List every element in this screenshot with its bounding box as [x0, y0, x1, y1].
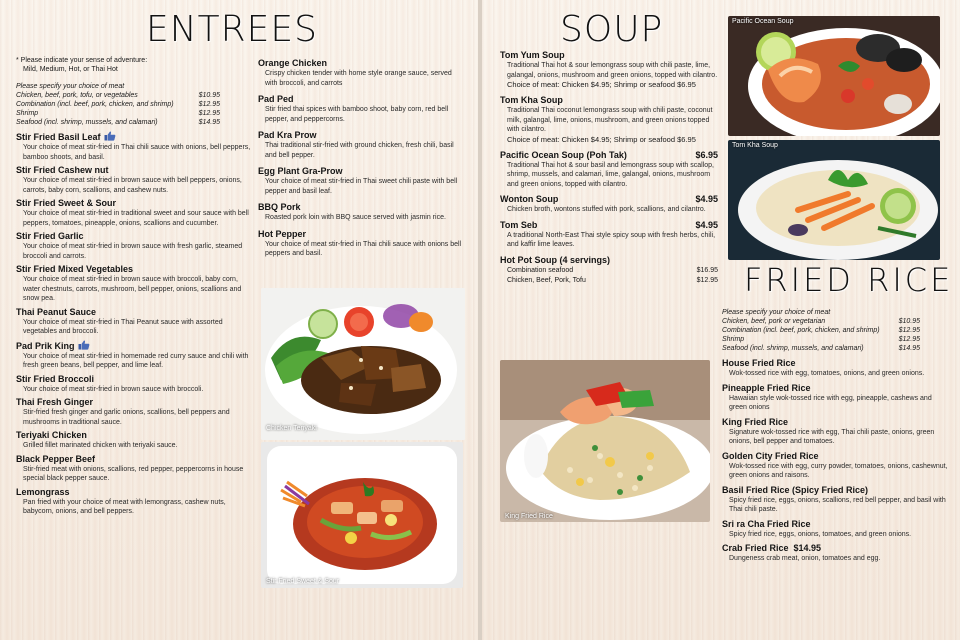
menu-item-description: Stir-fried meat with onions, scallions, red pepper, peppercorns in house special black pepper sauce.: [23, 465, 244, 482]
price-label: Combination (incl. beef, pork, chicken, and shrimp): [16, 101, 174, 108]
soup-item: [500, 95, 718, 145]
menu-item: [258, 202, 464, 223]
menu-item-title: Stir Fried Broccoli: [16, 373, 95, 384]
fried-rice-column: [722, 308, 948, 567]
menu-item-title: Stir Fried Mixed Vegetables: [16, 264, 134, 274]
menu-item-title: Egg Plant Gra-Prow: [258, 166, 343, 176]
price-label: Chicken, Beef, Pork, Tofu: [507, 276, 586, 284]
food-illustration: [500, 360, 710, 522]
food-illustration: [261, 442, 463, 588]
soup-meat-prices: Choice of meat: Chicken $4.95; Shrimp or seafood $6.95: [507, 80, 696, 89]
price-row: [16, 109, 220, 118]
menu-item-description: Stir-fried fresh ginger and garlic onions, scallions, bell peppers and mushrooms in traditional sauce.: [23, 409, 230, 426]
price-value: $12.95: [696, 276, 718, 284]
menu-item-description: Your choice of meat stir-fried in traditional sweet and sour sauce with bell peppers, tomatoes, pineapple, onions, scallions and cucumber.: [23, 210, 249, 227]
price-value: $16.95: [696, 266, 718, 274]
menu-item-description: Crispy chicken tender with home style orange sauce, served with broccoli, and carrots: [265, 70, 452, 87]
menu-item-description: Roasted pork loin with BBQ sauce served with jasmin rice.: [265, 214, 446, 221]
menu-item: [16, 340, 252, 371]
meat-prompt: Please specify your choice of meat: [722, 309, 831, 316]
menu-item-title: Golden City Fried Rice: [722, 450, 819, 461]
hot-pot-item: [500, 255, 718, 286]
meat-prompt: Please specify your choice of meat: [16, 83, 125, 90]
soup-item-description: Traditional Thai hot & sour basil and lemongrass soup with scallop, shrimp, mussels, and calamari, lime, galangal, onions, mushroom and green onions, topped with cilantro.: [507, 161, 714, 188]
soup-heading: SOUP: [560, 9, 664, 50]
soup-price: $4.95: [695, 219, 718, 230]
entrees-column-1: [16, 56, 252, 520]
menu-item-description: Your choice of meat stir-fried in Thai chili sauce with onions bell peppers and basil.: [265, 240, 462, 257]
menu-item: [16, 264, 252, 304]
food-illustration: [261, 288, 465, 440]
menu-item-title: Pad Kra Prow: [258, 130, 317, 140]
entree-price-table: [16, 91, 220, 127]
price-label: Seafood (incl. shrimp, mussels, and calamari): [722, 345, 864, 352]
soup-item-description: Traditional Thai coconut lemongrass soup with chili paste, coconut milk, galangal, lime, onions, mushroom, and green onions topped with cilantro.: [507, 107, 713, 133]
soup-item-description: A traditional North-East Thai style spicy soup with fresh herbs, chili, and kaffir lime leaves.: [507, 231, 716, 248]
menu-item: [258, 166, 464, 196]
fried-rice-price-table: [722, 317, 920, 353]
menu-item: [16, 307, 252, 337]
soup-item: [500, 150, 718, 190]
menu-item-description: Spicy fried rice, eggs, onions, scallions, red bell pepper, and basil with Thai chili paste.: [729, 496, 946, 513]
soup-item-title: [500, 220, 718, 231]
menu-item: [258, 94, 464, 124]
soup-item-title: [500, 150, 718, 161]
menu-item-description: Hawaiian style wok-tossed rice with egg, pineapple, cashews and green onions: [729, 394, 932, 411]
menu-item-description: Wok-tossed rice with egg, curry powder, tomatoes, onions, cashewnut, green onions and raisons.: [729, 462, 948, 479]
menu-item-title: King Fried Rice: [722, 416, 789, 427]
soup-item: [500, 194, 718, 215]
price-value: $10.95: [898, 318, 920, 325]
menu-item-title: Stir Fried Cashew nut: [16, 165, 109, 175]
menu-item: [258, 58, 464, 88]
menu-item-description: Grilled fillet marinated chicken with teriyaki sauce.: [23, 442, 178, 449]
price-row: [500, 266, 718, 276]
soup-price: $6.95: [695, 149, 718, 160]
soup-item-description: Chicken broth, wontons stuffed with pork, scallions, and cilantro.: [507, 206, 706, 213]
fried-rice-item: [722, 485, 948, 515]
menu-item-title: Crab Fried Rice $14.95: [722, 543, 822, 553]
menu-item-title: Stir Fried Garlic: [16, 231, 84, 241]
price-label: Combination seafood: [507, 266, 574, 274]
tom-kha-soup-photo: [728, 140, 940, 260]
menu-item-description: Your choice of meat stir-fried in Thai chili sauce with onions, bell peppers, bamboo shoots, and basil.: [23, 144, 251, 161]
item-name: Pad Prik King: [16, 340, 75, 351]
menu-item-title: Pineapple Fried Rice: [722, 382, 811, 393]
price-value: $12.95: [898, 336, 920, 343]
menu-item-description: Your choice of meat stir-fried in homemade red curry sauce and chili with fresh green beans, bell pepper, and lime leaf.: [23, 352, 249, 369]
menu-item-title: Lemongrass: [16, 486, 70, 497]
menu-item-title: Sri ra Cha Fried Rice: [722, 518, 811, 529]
price-row: [722, 326, 920, 335]
entrees-heading: ENTREES: [146, 9, 319, 50]
menu-item-description: Your choice of meat stir-fried in Thai sweet chili paste with bell pepper and basil leaf.: [265, 178, 458, 195]
menu-item-title: Pad Ped: [258, 94, 294, 104]
right-menu-page: [482, 0, 960, 640]
fried-rice-item: [722, 451, 948, 481]
price-row: [16, 118, 220, 127]
menu-item: [16, 397, 252, 427]
photo-caption: Pacific Ocean Soup: [732, 18, 794, 25]
fried-rice-item: [722, 519, 948, 540]
menu-item: [16, 374, 252, 395]
fried-rice-item: [722, 543, 948, 564]
menu-item-description: Your choice of meat stir-fried in Thai Peanut sauce with assorted vegetables and broccoli.: [23, 318, 223, 335]
menu-item: [16, 454, 252, 484]
menu-item-title: BBQ Pork: [258, 202, 301, 212]
fried-rice-item: [722, 383, 948, 413]
menu-item-description: Wok-tossed rice with egg, tomatoes, onions, and green onions.: [729, 370, 925, 377]
spice-levels: Mild, Medium, Hot, or Thai Hot: [23, 66, 118, 73]
chicken-teriyaki-photo: [261, 288, 465, 440]
hot-pot-title: Hot Pot Soup (4 servings): [500, 254, 611, 265]
soup-item-description: Traditional Thai hot & sour lemongrass soup with chili paste, lime, galangal, onions, mushroom and green onions, topped with cilantro.: [507, 62, 718, 79]
menu-item-title: Stir Fried Sweet & Sour: [16, 198, 117, 208]
menu-item-title: Black Pepper Beef: [16, 453, 96, 464]
soup-name: Pacific Ocean Soup (Poh Tak): [500, 149, 627, 160]
fried-rice-heading: FRIED RICE: [744, 261, 954, 299]
menu-item: [16, 131, 252, 162]
menu-item: [16, 198, 252, 228]
menu-item-description: Stir fried thai spices with bamboo shoot, baby corn, red bell pepper, and peppercorns.: [265, 106, 449, 123]
price-label: Shrimp: [16, 110, 39, 117]
soup-meat-prices: Choice of meat: Chicken $4.95; Shrimp or seafood $6.95: [507, 134, 696, 144]
price-label: Chicken, beef, pork, tofu, or vegetables: [16, 92, 138, 99]
photo-caption: Stir Fried Sweet & Sour: [266, 578, 340, 585]
hot-pot-price-table: [500, 266, 718, 286]
menu-item-description: Your choice of meat stir-fried in brown sauce with fresh garlic, steamed broccoli and carrots.: [23, 243, 243, 260]
price-row: [16, 91, 220, 100]
menu-item-title: [16, 340, 252, 352]
menu-item-title: Thai Fresh Ginger: [16, 397, 94, 407]
menu-item-description: Spicy fried rice, eggs, onions, tomatoes, and green onions.: [729, 530, 912, 538]
fried-rice-item: [722, 358, 948, 379]
price-label: Combination (incl. beef, pork, chicken, and shrimp): [722, 327, 880, 334]
price-row: [722, 344, 920, 353]
price-value: $10.95: [198, 92, 220, 99]
soup-item-title: Tom Kha Soup: [500, 95, 563, 105]
entrees-column-2: [258, 58, 464, 262]
price-label: Seafood (incl. shrimp, mussels, and calamari): [16, 119, 158, 126]
price-label: Chicken, beef, pork or vegetarian: [722, 318, 826, 325]
menu-item: [16, 430, 252, 451]
menu-item-description: Your choice of meat stir-fried in brown sauce with broccoli.: [23, 385, 204, 393]
soup-column: [500, 50, 718, 289]
price-row: [16, 100, 220, 109]
price-value: $12.95: [898, 327, 920, 334]
price-row: [500, 276, 718, 286]
soup-item-title: [500, 194, 718, 205]
item-name: Stir Fried Basil Leaf: [16, 132, 101, 142]
price-value: $14.95: [198, 119, 220, 126]
menu-item: [16, 487, 252, 517]
pacific-ocean-soup-photo: [728, 16, 940, 136]
price-value: $12.95: [198, 101, 220, 108]
price-value: $12.95: [198, 110, 220, 117]
menu-item: [258, 130, 464, 160]
menu-item: [16, 165, 252, 195]
price-value: $14.95: [898, 345, 920, 352]
photo-caption: King Fried Rice: [505, 513, 553, 520]
food-illustration: [728, 16, 940, 136]
sweet-sour-photo: [261, 442, 463, 588]
menu-item-title: [16, 131, 252, 143]
thumbs-up-icon: [104, 131, 116, 141]
menu-item-title: Orange Chicken: [258, 58, 328, 68]
soup-price: $4.95: [695, 194, 718, 204]
photo-caption: Tom Kha Soup: [732, 142, 778, 149]
menu-item: [258, 229, 464, 259]
fried-rice-item: [722, 417, 948, 447]
thumbs-up-icon: [78, 340, 90, 350]
menu-item-title: House Fried Rice: [722, 358, 796, 368]
menu-item-description: Signature wok-tossed rice with egg, Thai chili paste, onions, green onions, bell pepper and tomatoes.: [729, 428, 935, 445]
menu-item-description: Pan fried with your choice of meat with lemongrass, cashew nuts, babycorn, onions, and bell peppers.: [23, 498, 226, 515]
soup-item-title: Tom Yum Soup: [500, 50, 565, 60]
menu-item-title: Teriyaki Chicken: [16, 430, 87, 440]
soup-item: [500, 50, 718, 90]
king-fried-rice-photo: [500, 360, 710, 522]
price-row: [722, 335, 920, 344]
price-row: [722, 317, 920, 326]
left-menu-page: [0, 0, 478, 640]
soup-name: Tom Seb: [500, 219, 538, 230]
adventure-note: * Please indicate your sense of adventure:: [16, 57, 148, 64]
menu-item: [16, 231, 252, 261]
soup-item: [500, 220, 718, 250]
menu-item-description: Thai traditional stir-fried with ground chicken, fresh chili, basil and bell pepper.: [265, 142, 454, 159]
menu-item-description: Dungeness crab meat, onion, tomatoes and egg.: [729, 555, 881, 562]
menu-item-description: Your choice of meat stir-fried in brown sauce with broccoli, baby corn, water chestnuts, carrots, mushroom, bell pepper, onions, scallions and snow pea.: [23, 276, 242, 302]
menu-item-description: Your choice of meat stir-fried in brown sauce with bell peppers, onions, carrots, baby corn, scallions, and cashew nuts.: [23, 177, 242, 194]
menu-item-title: Thai Peanut Sauce: [16, 306, 97, 317]
food-illustration: [728, 140, 940, 260]
photo-caption: Chicken Teriyaki: [266, 425, 317, 432]
soup-name: Wonton Soup: [500, 194, 559, 204]
menu-item-title: Hot Pepper: [258, 228, 307, 239]
price-label: Shrimp: [722, 336, 745, 343]
menu-item-title: Basil Fried Rice (Spicy Fried Rice): [722, 484, 869, 495]
